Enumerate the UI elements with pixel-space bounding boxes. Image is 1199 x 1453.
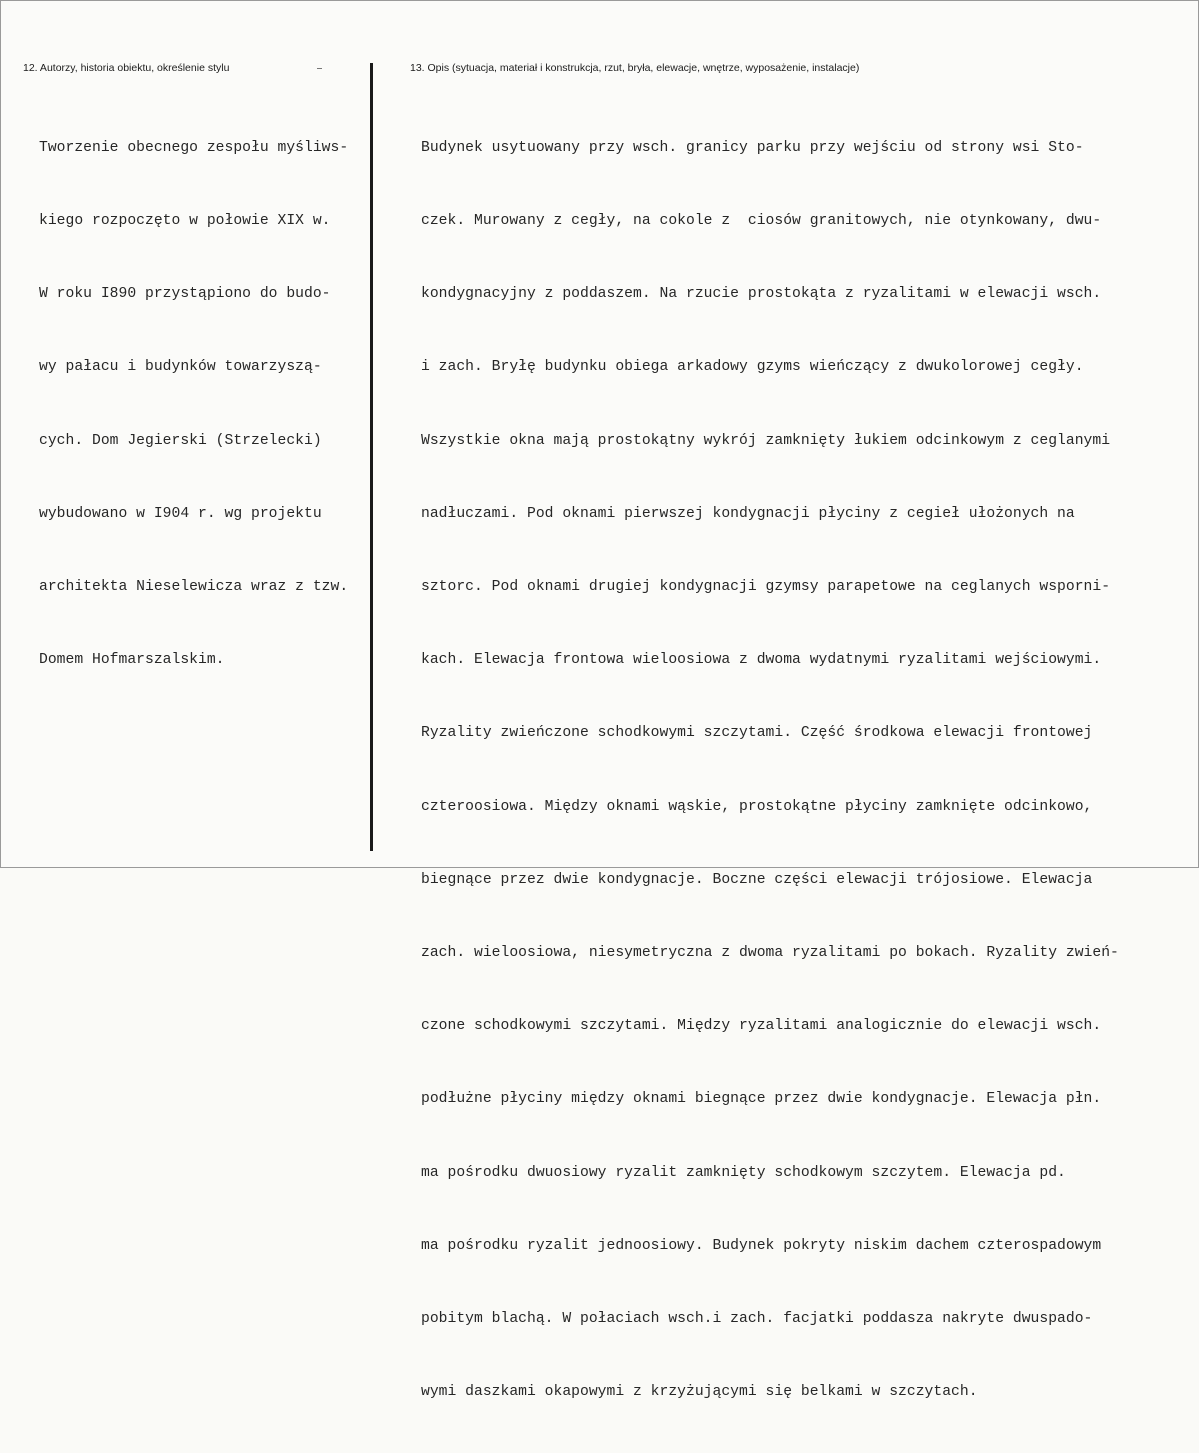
- text-line: czteroosiowa. Między oknami wąskie, prostokątne płyciny zamknięte odcinkowo,: [421, 798, 1093, 815]
- text-line: W roku I890 przystąpiono do budo-: [39, 286, 331, 303]
- column-divider: [370, 63, 373, 851]
- text-line: kondygnacyjny z poddaszem. Na rzucie prostokąta z ryzalitami w elewacji wsch.: [421, 286, 1102, 303]
- text-line: Domem Hofmarszalskim.: [39, 652, 225, 669]
- text-line: wymi daszkami okapowymi z krzyżującymi się belkami w szczytach.: [421, 1384, 978, 1401]
- text-line: ma pośrodku dwuosiowy ryzalit zamknięty schodkowym szczytem. Elewacja pd.: [421, 1164, 1066, 1181]
- text-line: kach. Elewacja frontowa wieloosiowa z dwoma wydatnymi ryzalitami wejściowymi.: [421, 652, 1102, 669]
- text-line: architekta Nieselewicza wraz z tzw.: [39, 579, 349, 596]
- text-line: cych. Dom Jegierski (Strzelecki): [39, 432, 322, 449]
- text-line: czone schodkowymi szczytami. Między ryzalitami analogicznie do elewacji wsch.: [421, 1018, 1102, 1035]
- text-line: czek. Murowany z cegły, na cokole z ciosów granitowych, nie otynkowany, dwu-: [421, 213, 1102, 230]
- section-12-header: 12. Autorzy, historia obiektu, określenie stylu: [23, 62, 230, 74]
- dash-mark: [317, 68, 322, 69]
- text-line: wybudowano w I904 r. wg projektu: [39, 505, 322, 522]
- text-line: wy pałacu i budynków towarzyszą-: [39, 359, 322, 376]
- text-line: sztorc. Pod oknami drugiej kondygnacji gzymsy parapetowe na ceglanych wsporni-: [421, 579, 1111, 596]
- text-line: Wszystkie okna mają prostokątny wykrój zamknięty łukiem odcinkowym z ceglanymi: [421, 432, 1111, 449]
- text-line: kiego rozpoczęto w połowie XIX w.: [39, 213, 331, 230]
- text-line: nadłuczami. Pod oknami pierwszej kondygnacji płyciny z cegieł ułożonych na: [421, 505, 1075, 522]
- text-line: Tworzenie obecnego zespołu myśliws-: [39, 139, 349, 156]
- text-line: ma pośrodku ryzalit jednoosiowy. Budynek pokryty niskim dachem czterospadowym: [421, 1237, 1102, 1254]
- text-line: podłużne płyciny między oknami biegnące przez dwie kondygnacje. Elewacja płn.: [421, 1091, 1102, 1108]
- text-line: pobitym blachą. W połaciach wsch.i zach. facjatki poddasza nakryte dwuspado-: [421, 1311, 1093, 1328]
- text-line: Ryzality zwieńczone schodkowymi szczytami. Część środkowa elewacji frontowej: [421, 725, 1093, 742]
- text-line: zach. wieloosiowa, niesymetryczna z dwoma ryzalitami po bokach. Ryzality zwień-: [421, 945, 1119, 962]
- text-line: Budynek usytuowany przy wsch. granicy parku przy wejściu od strony wsi Sto-: [421, 139, 1084, 156]
- text-line: biegnące przez dwie kondygnacje. Boczne części elewacji trójosiowe. Elewacja: [421, 871, 1093, 888]
- text-line: i zach. Bryłę budynku obiega arkadowy gzyms wieńczący z dwukolorowej cegły.: [421, 359, 1084, 376]
- section-13-header: 13. Opis (sytuacja, materiał i konstrukcja, rzut, bryła, elewacje, wnętrze, wyposażenie, instalacje): [410, 62, 860, 74]
- section-13-text: [421, 87, 1119, 1453]
- section-12-text: [39, 87, 348, 721]
